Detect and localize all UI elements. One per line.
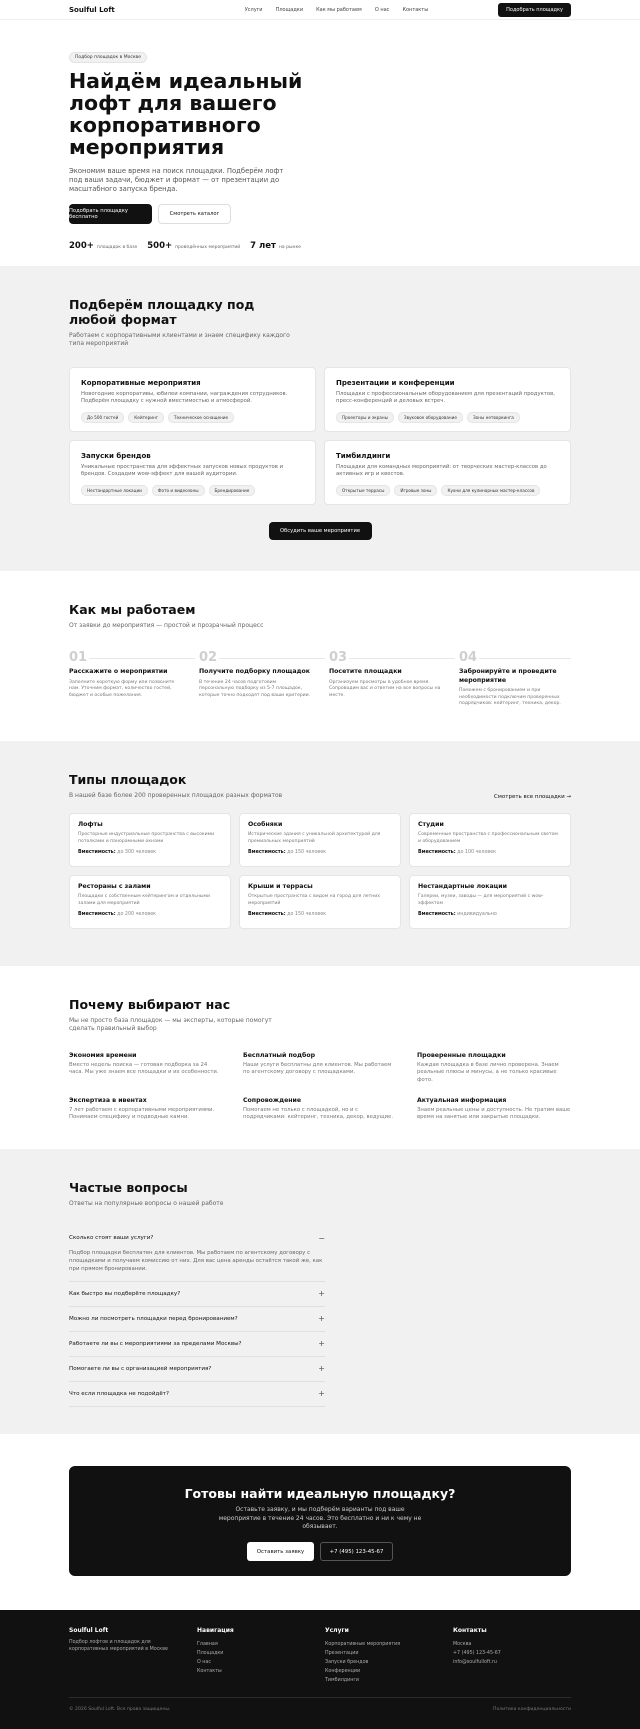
format-card-title: Тимбилдинги [336, 451, 391, 460]
why-item [243, 1052, 397, 1084]
faq-item [69, 1332, 325, 1357]
faq-item [69, 1226, 325, 1281]
footer [0, 1610, 640, 1729]
step-number: 01 [69, 650, 88, 666]
how-title: Как мы работаем [69, 602, 196, 617]
capacity-label: Вместимость: [418, 912, 456, 918]
footer-link[interactable]: Тимбилдинги [325, 1678, 360, 1684]
venue-type-card[interactable] [239, 813, 401, 867]
step-title: Получите подборку площадок [199, 668, 310, 676]
why-subtitle: Мы не просто база площадок — мы эксперты, которые помогут сделать правильный выбор [69, 1017, 272, 1033]
format-card-title: Корпоративные мероприятия [81, 378, 201, 387]
why-item-text: Вместо недель поиска — готовая подборка за 24 часа. Мы уже знаем все площадки и их особенности. [69, 1061, 219, 1076]
tag: Кейтеринг [128, 412, 164, 423]
venue-type-title: Нестандартные локации [418, 883, 507, 891]
footer-link[interactable]: Контакты [197, 1669, 222, 1675]
faq-question-text: Можно ли посмотреть площадки перед бронированием? [69, 1315, 238, 1322]
nav-cta-button[interactable]: Подобрать площадку [498, 3, 571, 17]
why-item [417, 1097, 571, 1122]
stat-label: площадок в базе [96, 245, 138, 251]
format-card [324, 440, 571, 505]
hero-stats [69, 241, 571, 251]
types-subtitle: В нашей базе более 200 проверенных площадок разных форматов [69, 792, 283, 799]
why-item-text: Каждая площадка в базе лично проверена. Знаем реальные плюсы и минусы, а не только красивые фото. [417, 1061, 559, 1083]
why-us-section [0, 966, 640, 1149]
nav-links [245, 7, 428, 13]
tag: Зоны нетворкинга [467, 412, 520, 423]
step [69, 650, 181, 707]
step-text: Заполните короткую форму или позвоните нам. Уточним формат, количество гостей, бюджет и особые пожелания. [69, 679, 175, 698]
capacity-value: до 150 человек [287, 912, 327, 918]
capacity [78, 912, 222, 917]
footer-brand [69, 1627, 187, 1686]
expand-icon[interactable]: + [318, 1289, 325, 1299]
tag: Кухни для кулинарных мастер-классов [441, 485, 540, 496]
formats-title: Подберём площадку под любой формат [69, 297, 255, 327]
why-item [417, 1052, 571, 1084]
faq-question-text: Что если площадка не подойдёт? [69, 1390, 170, 1397]
stat-events [147, 241, 240, 251]
why-item-text: Помогаем не только с площадкой, но и с подрядчиками: кейтеринг, техника, декор, ведущие. [243, 1107, 394, 1121]
footer-contacts-col [453, 1627, 571, 1686]
expand-icon[interactable]: + [318, 1389, 325, 1399]
capacity [248, 912, 392, 917]
hero-subtitle: Экономим ваше время на поиск площадки. Подберём лофт под ваши задачи, бюджет и формат — от презентации до масштабного запуска бренда. [69, 166, 284, 193]
capacity-label: Вместимость: [248, 850, 286, 856]
faq-title: Частые вопросы [69, 1180, 188, 1195]
step-title: Расскажите о мероприятии [69, 668, 168, 676]
faq-item [69, 1357, 325, 1382]
why-item-title: Экономия времени [69, 1051, 137, 1059]
tag: Звуковое оборудование [398, 412, 463, 423]
stat-label: на рынке [278, 245, 301, 251]
venue-type-text: Современные пространства с профессиональным светом и оборудованием [418, 832, 558, 844]
venue-type-cards [69, 813, 571, 929]
venue-type-card[interactable] [69, 875, 231, 929]
venue-type-title: Крыши и террасы [248, 883, 313, 891]
tag: Игровые зоны [394, 485, 437, 496]
capacity-label: Вместимость: [418, 850, 456, 856]
format-card [324, 367, 571, 432]
tag: До 500 гостей [81, 412, 124, 423]
nav-link-contacts[interactable]: Контакты [402, 7, 429, 13]
stat-years [250, 241, 301, 251]
why-item [243, 1097, 397, 1122]
stat-venues [69, 241, 137, 251]
why-item-text: Наши услуги бесплатны для клиентов. Мы работаем по агентскому договору с площадками. [243, 1061, 392, 1076]
all-venues-link[interactable]: Смотреть все площадки → [493, 794, 571, 801]
footer-nav-col [197, 1627, 315, 1686]
format-tags [336, 412, 559, 423]
hero-catalog-button[interactable]: Смотреть каталог [158, 204, 231, 224]
footer-link[interactable]: Презентации [325, 1651, 359, 1657]
steps [69, 650, 571, 707]
format-card-text: Площадки для командных мероприятий: от творческих мастер-классов до активных игр и квестов. [336, 463, 547, 478]
hero-buttons [69, 204, 571, 224]
footer-link[interactable]: Площадки [197, 1651, 224, 1657]
capacity-value: до 150 человек [287, 850, 327, 856]
expand-icon[interactable]: + [318, 1364, 325, 1374]
footer-link[interactable]: Запуски брендов [325, 1660, 369, 1666]
why-item-text: 7 лет работаем с корпоративными мероприятиями. Понимаем специфику и подводные камни. [69, 1107, 215, 1121]
faq-question[interactable] [69, 1282, 325, 1306]
venue-type-card[interactable] [239, 875, 401, 929]
footer-col-title: Услуги [325, 1627, 349, 1634]
venue-type-text: Исторические здания с уникальной архитектурой для премиальных мероприятий [248, 832, 381, 844]
step-text: Поможем с бронированием и при необходимости подключим проверенных подрядчиков: кейтеринг, техника, декор. [459, 688, 561, 706]
faq-question[interactable] [69, 1307, 325, 1331]
footer-email[interactable]: info@soulfulloft.ru [453, 1660, 497, 1666]
faq-question-text: Помогаете ли вы с организацией мероприятия? [69, 1365, 212, 1372]
faq-question[interactable] [69, 1332, 325, 1356]
nav-link-how[interactable]: Как мы работаем [316, 7, 362, 13]
phone-button[interactable]: +7 (495) 123-45-67 [320, 1542, 393, 1561]
capacity-value: до 200 человек [117, 912, 157, 918]
leave-request-button[interactable]: Оставить заявку [247, 1542, 314, 1561]
format-card-text: Площадки с профессиональным оборудованием для презентаций продуктов, пресс-конференций и деловых встреч. [336, 390, 555, 405]
formats-section [0, 266, 640, 571]
why-item [69, 1097, 223, 1122]
step-divider [219, 658, 325, 659]
capacity [78, 850, 222, 855]
capacity-label: Вместимость: [78, 850, 116, 856]
step-text: В течение 24 часов подготовим персональную подборку из 5-7 площадок, которые точно подходят под ваши критерии. [199, 679, 311, 698]
stat-value: 7 лет [250, 241, 276, 252]
step-divider [479, 658, 571, 659]
step-divider [349, 658, 455, 659]
footer-grid [69, 1627, 571, 1686]
tag: Фото и видеозоны [152, 485, 205, 496]
formats-subtitle: Работаем с корпоративными клиентами и знаем специфику каждого типа мероприятий [69, 332, 290, 348]
stat-value: 200+ [69, 241, 94, 252]
why-item [69, 1052, 223, 1084]
faq-answer: Подбор площадки бесплатен для клиентов. Мы работаем по агентскому договору с площадками и получаем комиссию от них. Для вас цена аренды остаётся такой же, как при прямом бронировании. [69, 1250, 323, 1273]
faq-section [0, 1149, 640, 1434]
formats-cta-wrap [69, 522, 571, 540]
capacity-value: до 300 человек [117, 850, 157, 856]
hero-title: Найдём идеальный лофт для вашего корпоративного мероприятия [69, 69, 303, 160]
capacity [248, 850, 392, 855]
capacity-label: Вместимость: [248, 912, 286, 918]
step [199, 650, 311, 707]
footer-phone[interactable]: +7 (495) 123-45-67 [453, 1651, 501, 1657]
capacity-value: до 100 человек [457, 850, 497, 856]
discuss-event-button[interactable]: Обсудить ваше мероприятие [269, 522, 372, 540]
format-card [69, 440, 316, 505]
copyright: © 2026 Soulful Loft. Все права защищены. [69, 1706, 171, 1712]
step-text: Организуем просмотры в удобное время. Сопроводим вас и ответим на все вопросы на месте. [329, 679, 441, 698]
capacity [418, 912, 562, 917]
privacy-link[interactable]: Политика конфиденциальности [493, 1706, 571, 1712]
footer-link[interactable]: Корпоративные мероприятия [325, 1642, 401, 1647]
faq-list [69, 1226, 325, 1406]
capacity-value: индивидуально [457, 912, 497, 918]
capacity [418, 850, 562, 855]
format-tags [81, 412, 304, 423]
format-cards [69, 367, 571, 505]
how-section [0, 571, 640, 741]
format-card-title: Запуски брендов [81, 451, 151, 460]
faq-subtitle: Ответы на популярные вопросы о нашей работе [69, 1200, 224, 1207]
nav-link-venues[interactable]: Площадки [275, 7, 304, 13]
why-item-title: Актуальная информация [417, 1097, 507, 1104]
tag: Проекторы и экраны [336, 412, 394, 423]
hero-primary-button[interactable]: Подобрать площадку бесплатно [69, 204, 152, 224]
tag: Нестандартные локации [81, 485, 148, 496]
venue-type-card[interactable] [409, 875, 571, 929]
format-card-text: Уникальные пространства для эффектных запусков новых продуктов и брендов. Создадим wow-эффект для вашей аудитории. [81, 463, 284, 478]
types-header [69, 787, 571, 800]
stat-value: 500+ [147, 241, 173, 252]
tag: Брендирование [209, 485, 256, 496]
faq-item [69, 1382, 325, 1407]
why-grid [69, 1052, 571, 1122]
venue-type-text: Просторные индустриальные пространства с высокими потолками и панорамными окнами [78, 832, 215, 844]
faq-question[interactable] [69, 1357, 325, 1381]
faq-question-text: Сколько стоят ваши услуги? [69, 1235, 154, 1242]
venue-type-title: Лофты [78, 821, 103, 829]
footer-city: Москва [453, 1642, 472, 1647]
cta-buttons [69, 1542, 571, 1561]
format-tags [336, 485, 559, 496]
faq-question[interactable] [69, 1226, 325, 1250]
footer-col-title: Контакты [453, 1627, 487, 1634]
nav-link-about[interactable]: О нас [374, 7, 390, 13]
step-number: 02 [199, 650, 218, 666]
footer-logo[interactable]: Soulful Loft [69, 1627, 109, 1634]
footer-bottom [69, 1697, 571, 1712]
venue-type-title: Студии [418, 821, 444, 829]
why-item-text: Знаем реальные цены и доступность. Не тратим ваше время на занятые или закрытые площадки. [417, 1107, 571, 1121]
venue-type-title: Рестораны с залами [78, 883, 151, 891]
cta-box [69, 1466, 571, 1576]
step-title: Забронируйте и проведите мероприятие [459, 668, 557, 684]
step-number: 04 [459, 650, 478, 666]
footer-link[interactable]: Главная [197, 1642, 218, 1647]
logo[interactable]: Soulful Loft [69, 6, 115, 14]
footer-link[interactable]: О нас [197, 1660, 212, 1666]
tag: Открытые террасы [336, 485, 390, 496]
faq-item [69, 1282, 325, 1307]
expand-icon[interactable]: + [318, 1314, 325, 1324]
venue-type-text: Галереи, музеи, заводы — для мероприятий с wow-эффектом [418, 894, 544, 906]
venue-types-section [0, 741, 640, 966]
step-number: 03 [329, 650, 348, 666]
footer-link[interactable]: Конференции [325, 1669, 361, 1675]
footer-services-col [325, 1627, 443, 1686]
why-item-title: Сопровождение [243, 1097, 302, 1104]
format-card-text: Новогодние корпоративы, юбилеи компании, награждения сотрудников. Подберём площадку с нужной вместимостью и атмосферой. [81, 390, 288, 405]
nav-link-services[interactable]: Услуги [244, 7, 263, 13]
venue-type-text: Площадки с собственным кейтерингом и отдельными залами для мероприятий [78, 894, 210, 906]
how-subtitle: От заявки до мероприятия — простой и прозрачный процесс [69, 622, 264, 629]
footer-col-title: Навигация [197, 1627, 234, 1634]
stat-label: проведённых мероприятий [175, 245, 241, 251]
footer-description: Подбор лофтов и площадок для корпоративных мероприятий в Москве [69, 1640, 168, 1652]
why-item-title: Проверенные площадки [417, 1051, 506, 1059]
step [329, 650, 441, 707]
capacity-label: Вместимость: [78, 912, 116, 918]
types-title: Типы площадок [69, 772, 187, 787]
format-card [69, 367, 316, 432]
step-divider [89, 658, 195, 659]
cta-text: Оставьте заявку, и мы подберём варианты под ваше мероприятие в течение 24 часов. Это бесплатно и ни к чему не обязывает. [218, 1506, 422, 1531]
hero-section [0, 20, 640, 266]
collapse-icon[interactable]: − [318, 1233, 325, 1243]
venue-type-card[interactable] [69, 813, 231, 867]
venue-type-title: Особняки [248, 821, 283, 829]
cta-title: Готовы найти идеальную площадку? [184, 1486, 456, 1501]
why-title: Почему выбирают нас [69, 997, 231, 1012]
faq-item [69, 1307, 325, 1332]
why-item-title: Экспертиза в ивентах [69, 1097, 147, 1104]
why-item-title: Бесплатный подбор [243, 1051, 316, 1059]
faq-question[interactable] [69, 1382, 325, 1406]
tag: Техническое оснащение [168, 412, 234, 423]
format-card-title: Презентации и конференции [336, 378, 455, 387]
top-nav [0, 0, 640, 20]
hero-badge: Подбор площадок в Москве [69, 52, 147, 63]
cta-section [0, 1434, 640, 1610]
faq-question-text: Работаете ли вы с мероприятиями за пределами Москвы? [69, 1340, 242, 1347]
step [459, 650, 571, 707]
venue-type-card[interactable] [409, 813, 571, 867]
faq-question-text: Как быстро вы подберёте площадку? [69, 1290, 181, 1297]
format-tags [81, 485, 304, 496]
expand-icon[interactable]: + [318, 1339, 325, 1349]
step-title: Посетите площадки [329, 668, 402, 676]
venue-type-text: Открытые пространства с видом на город для летних мероприятий [248, 894, 380, 906]
